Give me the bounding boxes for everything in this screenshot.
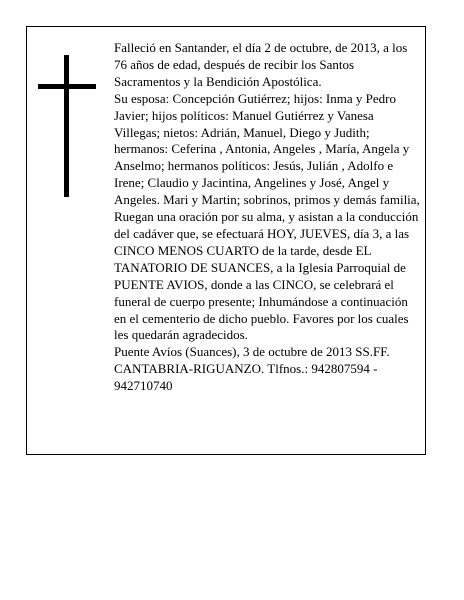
cross-icon-crossbar bbox=[38, 84, 96, 89]
obituary-text bbox=[114, 40, 422, 395]
funeral-home-contact-paragraph: Puente Avíos (Suances), 3 de octubre de 2013 SS.FF. CANTABRIA-RIGUANZO. Tlfnos.: 942807594 - 942710740 bbox=[114, 344, 390, 394]
family-members-paragraph: Su esposa: Concepción Gutiérrez; hijos: Inma y Pedro Javier; hijos políticos: Manuel Gutiérrez y Vanesa Villegas; nietos: Adrián, Manuel, Diego y Judith; hermanos: Ceferina , Antonia, Angeles , María, Angela y Anselmo; hermanos políticos: Jesús, Julián , Adolfo e Irene; Claudio y Jacintina, Angelines y José, Angel y Angeles. Mari y Martin; sobrinos, primos y demás familia, bbox=[114, 90, 420, 208]
cross-icon bbox=[64, 55, 69, 197]
death-announcement-paragraph: Falleció en Santander, el día 2 de octubre, de 2013, a los 76 años de edad, después de recibir los Santos Sacramentos y la Bendición Apostólica. bbox=[114, 40, 408, 89]
funeral-details-paragraph: Ruegan una oración por su alma, y asistan a la conducción del cadáver que, se efectuará HOY, JUEVES, día 3, a las CINCO MENOS CUARTO de la tarde, desde EL TANATORIO DE SUANCES, a la Iglesia Parroquial de PUENTE AVIOS, donde a las CINCO, se celebrará el funeral de cuerpo presente; Inhumándose a continuación en el cementerio de dicho pueblo. Favores por los cuales les quedarán agradecidos. bbox=[114, 209, 419, 343]
